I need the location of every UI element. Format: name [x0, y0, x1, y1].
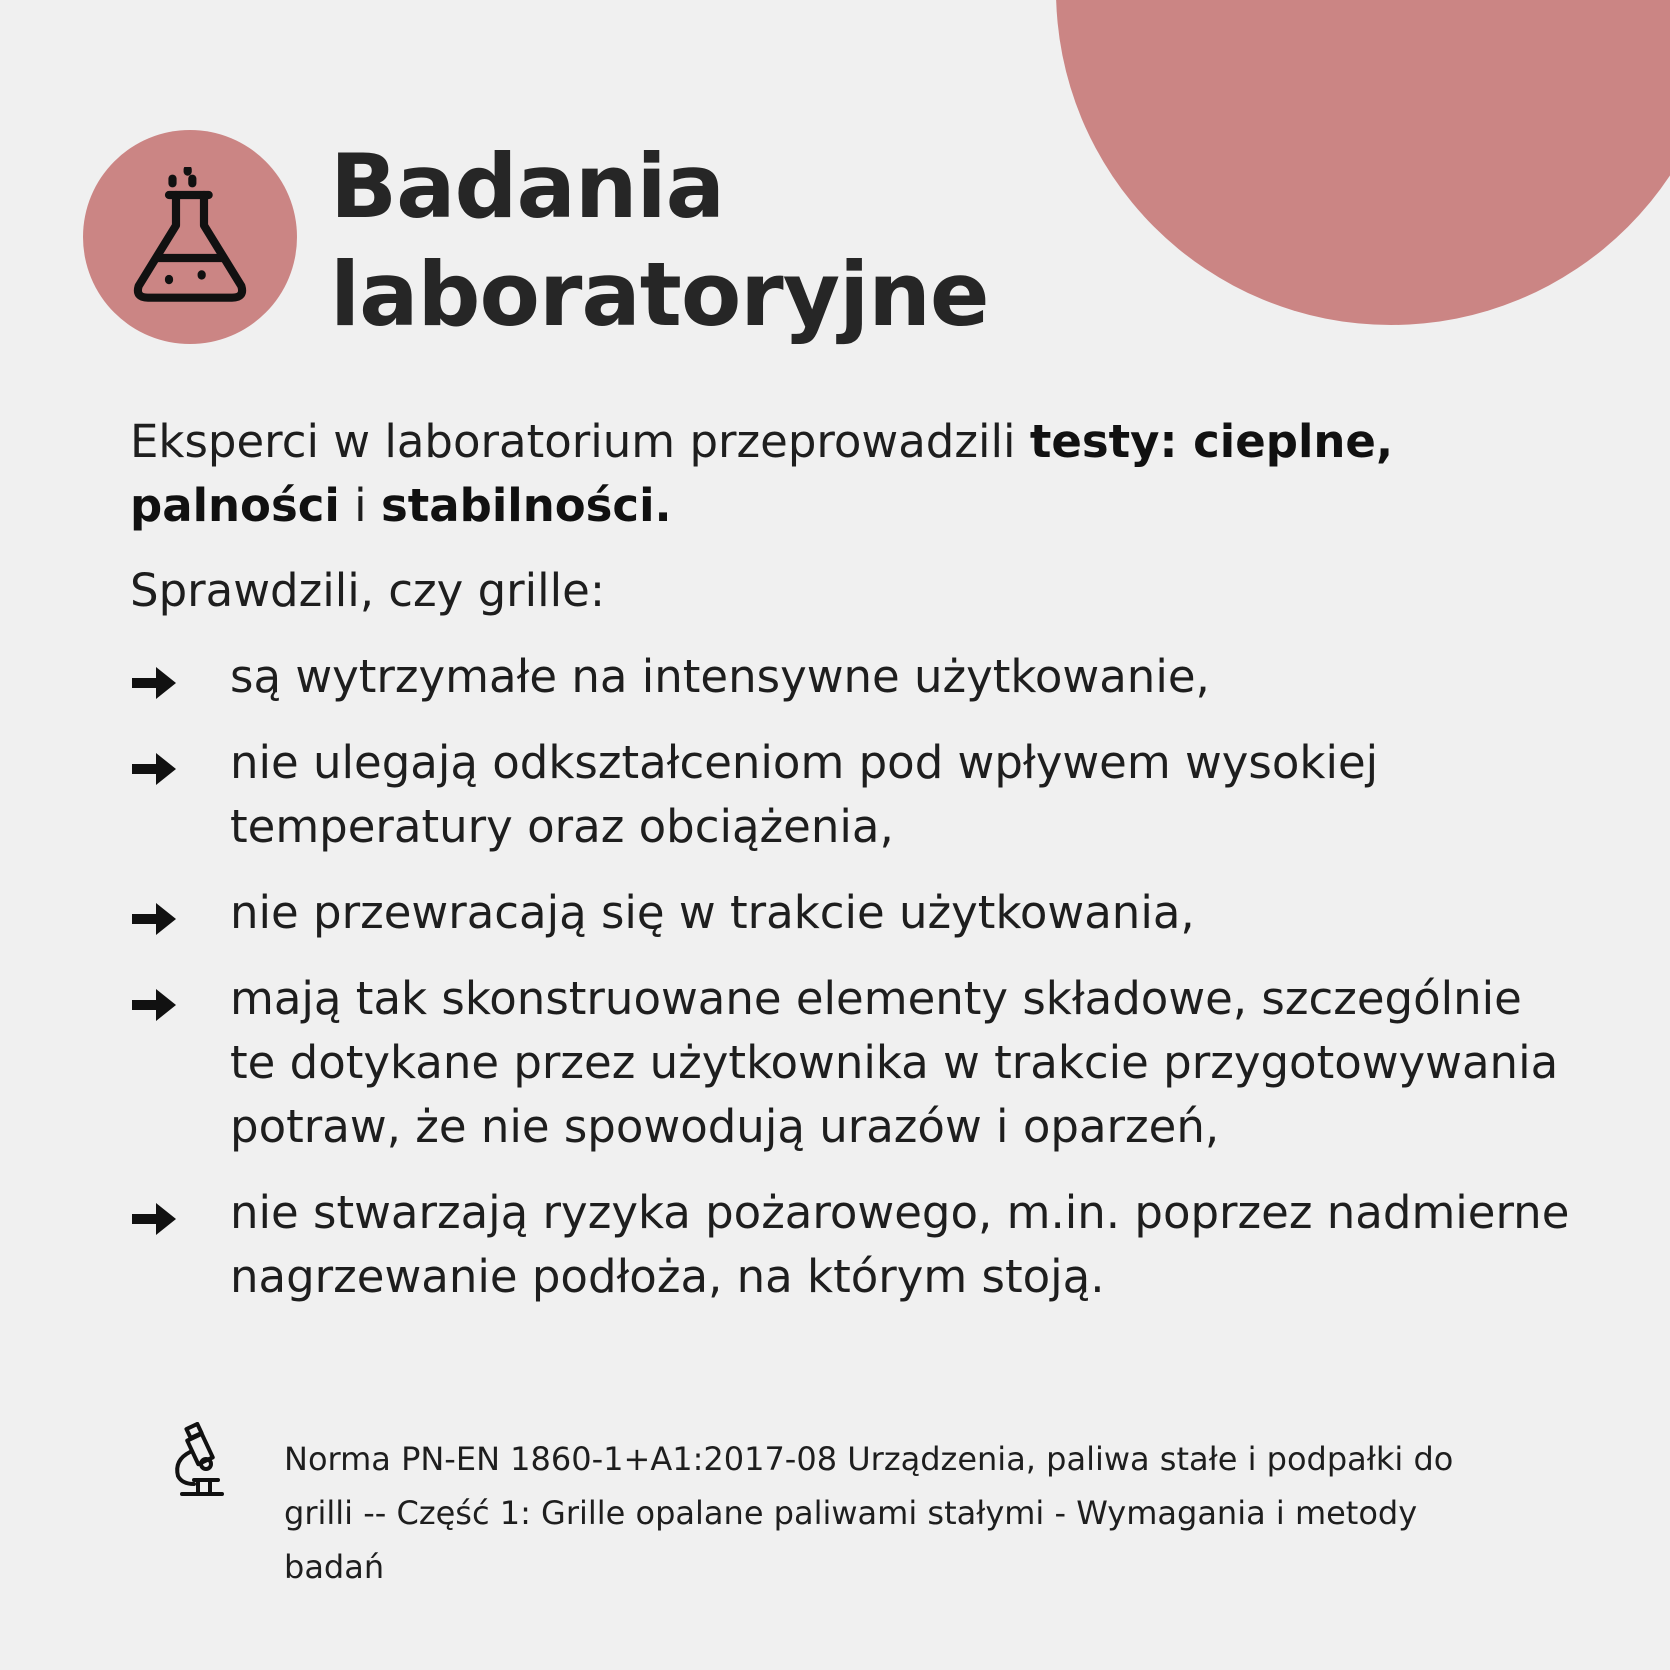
- flask-badge: [83, 130, 297, 344]
- list-item-text: nie ulegają odkształceniom pod wpływem wysokiej temperatury oraz obciążenia,: [230, 736, 1379, 853]
- page-title: [330, 133, 989, 349]
- intro-conjunction: i: [339, 479, 381, 532]
- footnote-standard: Norma PN-EN 1860-1+A1:2017-08 Urządzenia, paliwa stałe i podpałki do grilli -- Część 1: Grille opalane paliwami stałymi - Wymagania i metody badań: [284, 1440, 1454, 1586]
- list-item: [130, 967, 1570, 1159]
- intro-bold-tests: testy: cieplne,: [1029, 415, 1394, 468]
- intro-text: Eksperci w laboratorium przeprowadzili: [130, 415, 1030, 468]
- decorative-circle: [1056, 0, 1670, 325]
- checks-list: [130, 645, 1570, 1331]
- flask-icon: [130, 167, 250, 307]
- list-item: [130, 645, 1570, 709]
- list-item-text: mają tak skonstruowane elementy składowe, szczególnie te dotykane przez użytkownika w trakcie przygotowywania potraw, że nie spowodują urazów i oparzeń,: [230, 972, 1559, 1153]
- list-item-text: nie stwarzają ryzyka pożarowego, m.in. poprzez nadmierne nagrzewanie podłoża, na którym stoją.: [230, 1186, 1570, 1303]
- intro-bold-flammability: palności: [130, 479, 340, 532]
- arrow-right-icon: [130, 899, 178, 939]
- list-item-text: są wytrzymałe na intensywne użytkowanie,: [230, 650, 1210, 703]
- intro-paragraph: [130, 410, 1550, 538]
- arrow-right-icon: [130, 749, 178, 789]
- list-item: [130, 1181, 1570, 1309]
- lead-text: Sprawdzili, czy grille:: [130, 564, 606, 617]
- list-item: [130, 881, 1570, 945]
- arrow-right-icon: [130, 1199, 178, 1239]
- intro-bold-stability: stabilności.: [380, 479, 672, 532]
- title-line-2: laboratoryjne: [330, 243, 989, 346]
- microscope-icon: [168, 1422, 224, 1498]
- title-line-1: Badania: [330, 135, 725, 238]
- arrow-right-icon: [130, 663, 178, 703]
- list-item: [130, 731, 1570, 859]
- arrow-right-icon: [130, 985, 178, 1025]
- list-item-text: nie przewracają się w trakcie użytkowania,: [230, 886, 1195, 939]
